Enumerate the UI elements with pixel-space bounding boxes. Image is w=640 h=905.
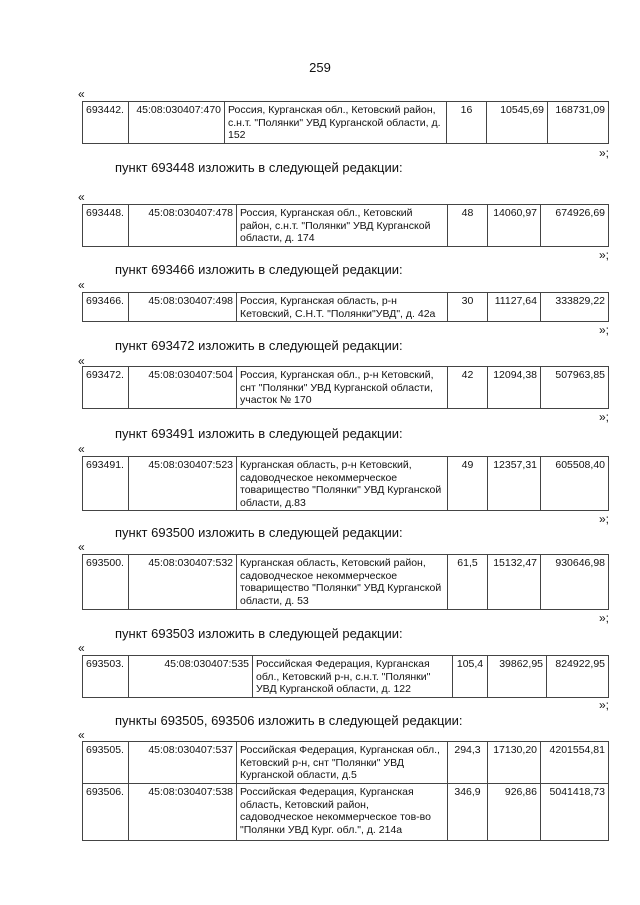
unit-price: 12357,31: [488, 457, 541, 511]
quote-close: »;: [599, 146, 610, 160]
quote-open: «: [78, 278, 85, 292]
area: 48: [448, 205, 488, 247]
page-number: 259: [309, 60, 331, 75]
amendment-note: пункт 693472 изложить в следующей редакции:: [115, 338, 403, 353]
table-693491: [82, 456, 609, 511]
amendment-note: пункт 693503 изложить в следующей редакции:: [115, 626, 403, 641]
row-number: 693505.: [83, 742, 129, 784]
address: Курганская область, Кетовский район, садоводческое некоммерческое товарищество "Полянки" УВД Курганской области, д. 53: [237, 555, 448, 610]
table-row: [83, 784, 609, 841]
area: 61,5: [448, 555, 488, 610]
cadastral-number: 45:08:030407:535: [129, 656, 253, 698]
unit-price: 12094,38: [488, 367, 541, 409]
total-value: 333829,22: [541, 293, 609, 322]
quote-close: »;: [599, 611, 610, 625]
table-693500: [82, 554, 609, 610]
table-row: [83, 742, 609, 784]
quote-open: «: [78, 190, 85, 204]
amendment-note: пункт 693491 изложить в следующей редакции:: [115, 426, 403, 441]
table-693448: [82, 204, 609, 247]
total-value: 824922,95: [547, 656, 609, 698]
address: Россия, Курганская обл., Кетовский район, с.н.т. "Полянки" УВД Курганской области, д. 174: [237, 205, 448, 247]
total-value: 5041418,73: [541, 784, 609, 841]
area: 42: [448, 367, 488, 409]
total-value: 507963,85: [541, 367, 609, 409]
area: 16: [447, 102, 487, 144]
total-value: 674926,69: [541, 205, 609, 247]
total-value: 605508,40: [541, 457, 609, 511]
quote-close: »;: [599, 248, 610, 262]
quote-close: »;: [599, 698, 610, 712]
table-693466: [82, 292, 609, 322]
table-row: [83, 367, 609, 409]
area: 105,4: [453, 656, 488, 698]
table-693442: [82, 101, 609, 144]
row-number: 693442.: [83, 102, 129, 144]
unit-price: 39862,95: [488, 656, 547, 698]
amendment-note: пункт 693466 изложить в следующей редакции:: [115, 262, 403, 277]
address: Россия, Курганская область, р-н Кетовский, С.Н.Т. "Полянки"УВД", д. 42а: [237, 293, 448, 322]
unit-price: 15132,47: [488, 555, 541, 610]
total-value: 4201554,81: [541, 742, 609, 784]
quote-open: «: [78, 442, 85, 456]
address: Россия, Курганская обл., р-н Кетовский, снт "Полянки" УВД Курганской области, участок № 170: [237, 367, 448, 409]
quote-open: «: [78, 540, 85, 554]
unit-price: 14060,97: [488, 205, 541, 247]
unit-price: 17130,20: [488, 742, 541, 784]
area: 346,9: [448, 784, 488, 841]
row-number: 693466.: [83, 293, 129, 322]
total-value: 930646,98: [541, 555, 609, 610]
cadastral-number: 45:08:030407:532: [129, 555, 237, 610]
total-value: 168731,09: [548, 102, 609, 144]
quote-close: »;: [599, 410, 610, 424]
address: Российская Федерация, Курганская обл., Кетовский р-н, с.н.т. "Полянки" УВД Курганской области, д. 122: [253, 656, 453, 698]
row-number: 693491.: [83, 457, 129, 511]
table-row: [83, 205, 609, 247]
quote-open: «: [78, 641, 85, 655]
cadastral-number: 45:08:030407:538: [129, 784, 237, 841]
table-693472: [82, 366, 609, 409]
address: Курганская область, р-н Кетовский, садоводческое некоммерческое товарищество "Полянки" УВД Курганской области, д.83: [237, 457, 448, 511]
table-row: [83, 293, 609, 322]
table-693505-693506: [82, 741, 609, 841]
unit-price: 10545,69: [487, 102, 548, 144]
cadastral-number: 45:08:030407:478: [129, 205, 237, 247]
cadastral-number: 45:08:030407:498: [129, 293, 237, 322]
row-number: 693500.: [83, 555, 129, 610]
cadastral-number: 45:08:030407:504: [129, 367, 237, 409]
unit-price: 926,86: [488, 784, 541, 841]
quote-close: »;: [599, 512, 610, 526]
quote-close: »;: [599, 323, 610, 337]
row-number: 693506.: [83, 784, 129, 841]
row-number: 693472.: [83, 367, 129, 409]
unit-price: 11127,64: [488, 293, 541, 322]
table-row: [83, 457, 609, 511]
quote-open: «: [78, 87, 85, 101]
quote-open: «: [78, 354, 85, 368]
area: 294,3: [448, 742, 488, 784]
cadastral-number: 45:08:030407:470: [129, 102, 225, 144]
amendment-note: пункт 693500 изложить в следующей редакции:: [115, 525, 403, 540]
quote-open: «: [78, 728, 85, 742]
cadastral-number: 45:08:030407:537: [129, 742, 237, 784]
table-row: [83, 555, 609, 610]
amendment-note: пункт 693448 изложить в следующей редакции:: [115, 160, 403, 175]
cadastral-number: 45:08:030407:523: [129, 457, 237, 511]
table-row: [83, 102, 609, 144]
area: 49: [448, 457, 488, 511]
table-row: [83, 656, 609, 698]
address: Российская Федерация, Курганская обл., Кетовский р-н, снт "Полянки" УВД Курганской области, д.5: [237, 742, 448, 784]
area: 30: [448, 293, 488, 322]
address: Россия, Курганская обл., Кетовский район, с.н.т. "Полянки" УВД Курганской области, д. 152: [225, 102, 447, 144]
amendment-note: пункты 693505, 693506 изложить в следующей редакции:: [115, 713, 463, 728]
address: Российская Федерация, Курганская область, Кетовский район, садоводческое некоммерческое тов-во "Полянки УВД Кург. обл.", д. 214а: [237, 784, 448, 841]
row-number: 693503.: [83, 656, 129, 698]
table-693503: [82, 655, 609, 698]
row-number: 693448.: [83, 205, 129, 247]
